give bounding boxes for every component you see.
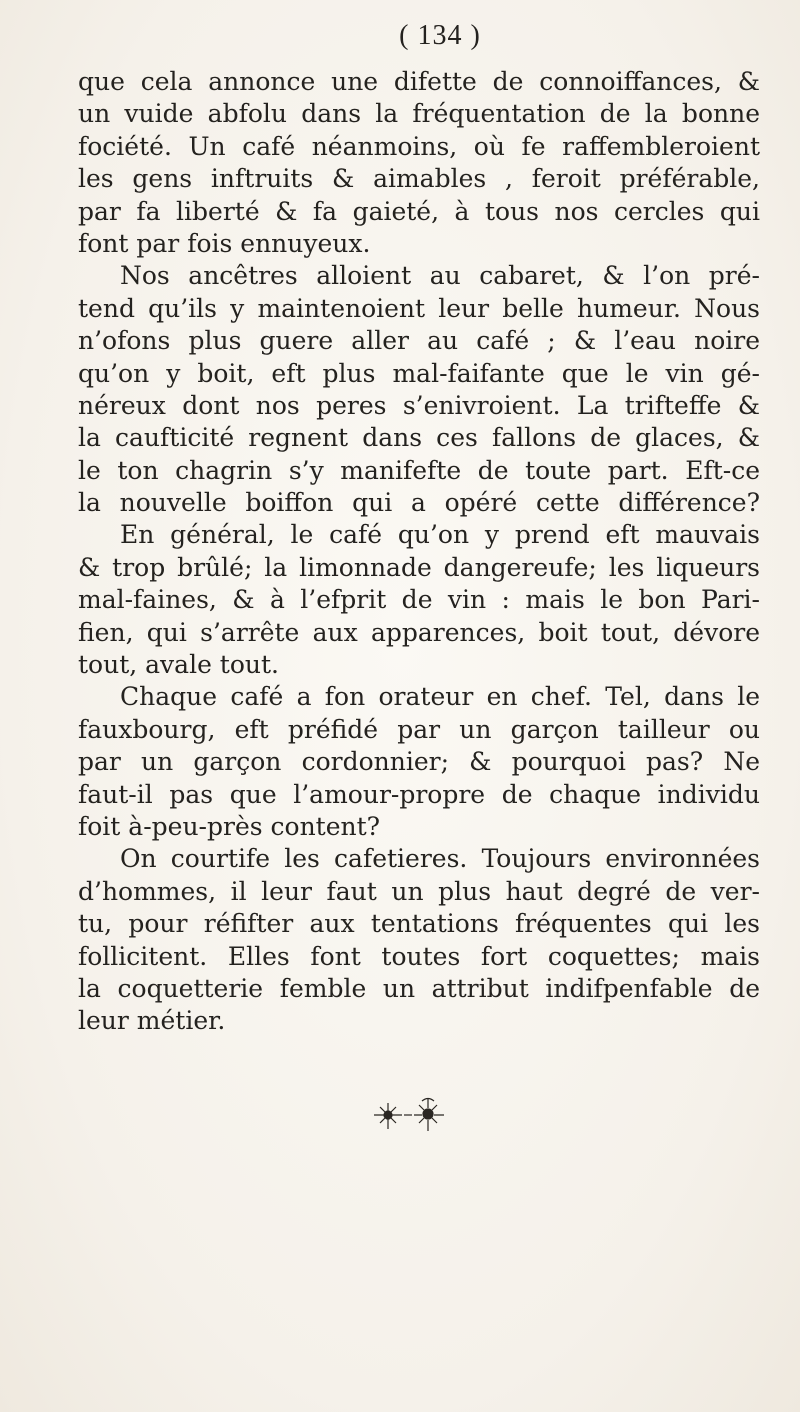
text-line: qu’on y boit, eft plus mal-faifante que le vin gé- xyxy=(78,358,760,388)
text-line: un vuide abfolu dans la fréquentation de la bonne xyxy=(78,99,760,129)
text-line: d’hommes, il leur faut un plus haut degré de ver- xyxy=(78,876,760,906)
text-line: tu, pour réfifter aux tentations fréquentes qui les xyxy=(78,909,760,939)
text-line: par un garçon cordonnier; & pourquoi pas? Ne xyxy=(78,747,760,777)
text-line: En général, le café qu’on y prend eft mauvais xyxy=(120,520,760,550)
text-line: fauxbourg, eft préfidé par un garçon tailleur ou xyxy=(78,714,760,744)
page-number: ( 134 ) xyxy=(399,20,481,51)
text-line: & trop brûlé; la limonnade dangereufe; les liqueurs xyxy=(78,552,760,582)
text-line: les gens inftruits & aimables , feroit préférable, xyxy=(78,164,760,194)
text-line: fien, qui s’arrête aux apparences, boit tout, dévore xyxy=(78,617,760,647)
text-line: fociété. Un café néanmoins, où fe raffembleroient xyxy=(78,131,760,161)
text-line: tend qu’ils y maintenoient leur belle humeur. Nous xyxy=(78,293,760,323)
text-line: néreux dont nos peres s’enivroient. La trifteffe & xyxy=(78,390,760,420)
text-line: Chaque café a fon orateur en chef. Tel, dans le xyxy=(120,682,760,712)
fleuron-ornament-icon xyxy=(364,1095,454,1135)
text-line: par fa liberté & fa gaieté, à tous nos cercles qui xyxy=(78,196,760,226)
text-line: Nos ancêtres alloient au cabaret, & l’on pré- xyxy=(120,261,760,291)
text-line: la caufticité regnent dans ces fallons de glaces, & xyxy=(78,423,760,453)
text-line: n’ofons plus guere aller au café ; & l’eau noire xyxy=(78,326,760,356)
text-line: le ton chagrin s’y manifefte de toute part. Eft-ce xyxy=(78,455,760,485)
text-line: foit à-peu-près content? xyxy=(78,811,381,841)
text-line: tout, avale tout. xyxy=(78,650,280,680)
text-line: mal-faines, & à l’efprit de vin : mais le bon Pari- xyxy=(78,585,760,615)
text-line: leur métier. xyxy=(78,1006,226,1036)
text-line: la coquetterie femble un attribut indifpenfable de xyxy=(78,973,760,1003)
text-line: faut-il pas que l’amour-propre de chaque individu xyxy=(78,779,760,809)
text-line: On courtife les cafetieres. Toujours environnées xyxy=(120,844,760,874)
body-text xyxy=(78,66,760,1038)
text-line: que cela annonce une difette de connoiffances, & xyxy=(78,67,760,96)
text-line: follicitent. Elles font toutes fort coquettes; mais xyxy=(78,941,760,971)
text-line: font par fois ennuyeux. xyxy=(78,228,371,258)
text-line: la nouvelle boiffon qui a opéré cette différence? xyxy=(78,488,760,518)
